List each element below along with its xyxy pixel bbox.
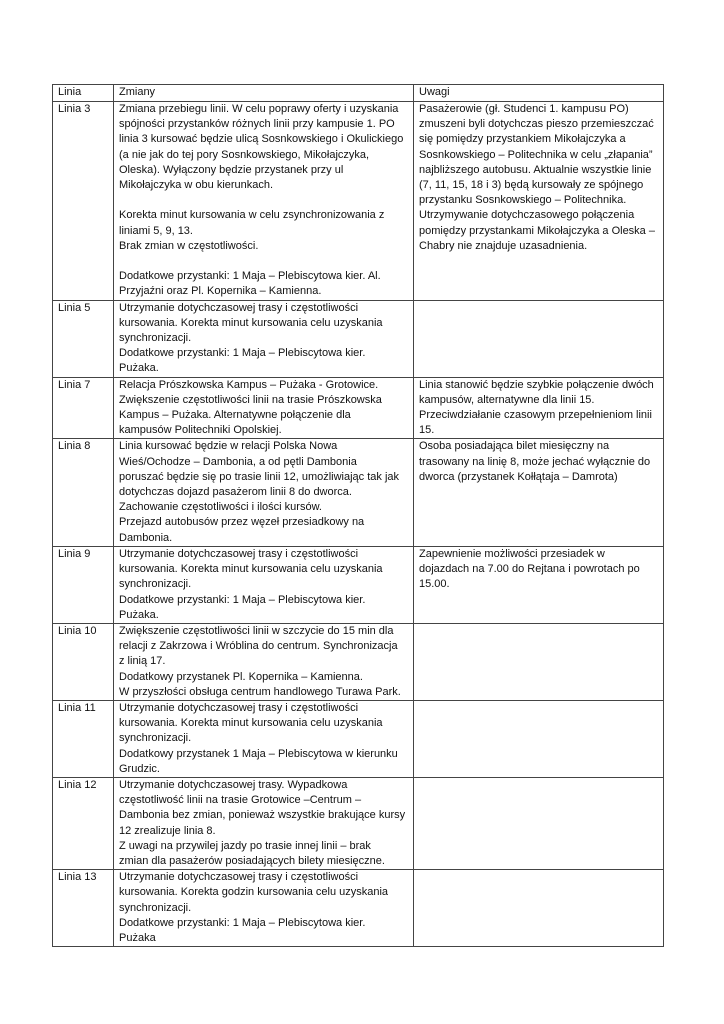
changes-cell: Relacja Prószkowska Kampus – Pużaka - Grotowice. Zwiększenie częstotliwości linii na trasie Prószkowska Kampus – Pużaka. Alternatywne połączenie dla kampusów Politechniki Opolskiej. [114, 377, 414, 439]
line-number-cell: Linia 9 [53, 546, 114, 623]
line-number-cell: Linia 10 [53, 623, 114, 700]
changes-cell: Zmiana przebiegu linii. W celu poprawy oferty i uzyskania spójności przystanków różnych linii przy kampusie 1. PO linia 3 kursować będzie ulicą Sosnkowskiego i Okulickiego (a nie jak do tej pory Sosnkowskiego, Mikołajczyka, Oleska). Wyłączony będzie przystanek przy ul Mikołajczyka w obu kierunkach. Korekta minut kursowania w celu zsynchronizowania z liniami 5, 9, 13. Brak zmian w częstotliwości. Dodatkowe przystanki: 1 Maja – Plebiscytowa kier. Al. Przyjaźni oraz Pl. Kopernika – Kamienna. [114, 102, 414, 301]
line-number-cell: Linia 12 [53, 777, 114, 869]
table-row [53, 102, 664, 301]
line-number-cell: Linia 13 [53, 870, 114, 947]
table-row [53, 300, 664, 377]
changes-cell: Utrzymanie dotychczasowej trasy i częstotliwości kursowania. Korekta minut kursowania celu uzyskania synchronizacji. Dodatkowe przystanki: 1 Maja – Plebiscytowa kier. Pużaka. [114, 546, 414, 623]
line-number-cell: Linia 11 [53, 700, 114, 777]
notes-cell: Linia stanowić będzie szybkie połączenie dwóch kampusów, alternatywne dla linii 15. Przeciwdziałanie czasowym przepełnieniom linii 15. [414, 377, 664, 439]
notes-cell: Osoba posiadająca bilet miesięczny na trasowany na linię 8, może jechać wyłącznie do dworca (przystanek Kołłątaja – Damrota) [414, 439, 664, 546]
header-zmiany: Zmiany [114, 85, 414, 102]
table-row [53, 623, 664, 700]
table-row [53, 439, 664, 546]
table-header-row [53, 85, 664, 102]
changes-cell: Linia kursować będzie w relacji Polska Nowa Wieś/Ochodze – Dambonia, a od pętli Dambonia poruszać będzie się po trasie linii 12, umożliwiając tak jak dotychczas dojazd pasażerom linii 8 do dworca. Zachowanie częstotliwości i ilości kursów. Przejazd autobusów przez węzeł przesiadkowy na Dambonia. [114, 439, 414, 546]
notes-cell [414, 870, 664, 947]
notes-cell: Pasażerowie (gł. Studenci 1. kampusu PO) zmuszeni byli dotychczas pieszo przemieszczać się pomiędzy przystankiem Mikołajczyka a Sosnkowskiego – Politechnika w celu „złapania” najbliższego autobusu. Aktualnie wszystkie linie (7, 11, 15, 18 i 3) będą kursowały ze spójnego przystanku Sosnkowskiego – Politechnika. Utrzymywanie dotychczasowego połączenia pomiędzy przystankami Mikołajczyka a Oleska – Chabry nie znajduje uzasadnienia. [414, 102, 664, 301]
table-row [53, 546, 664, 623]
changes-cell: Utrzymanie dotychczasowej trasy i częstotliwości kursowania. Korekta godzin kursowania celu uzyskania synchronizacji. Dodatkowe przystanki: 1 Maja – Plebiscytowa kier. Pużaka [114, 870, 414, 947]
notes-cell [414, 777, 664, 869]
changes-cell: Zwiększenie częstotliwości linii w szczycie do 15 min dla relacji z Zakrzowa i Wróblina do centrum. Synchronizacja z linią 17. Dodatkowy przystanek Pl. Kopernika – Kamienna. W przyszłości obsługa centrum handlowego Turawa Park. [114, 623, 414, 700]
table-row [53, 700, 664, 777]
line-number-cell: Linia 8 [53, 439, 114, 546]
table-row [53, 777, 664, 869]
changes-cell: Utrzymanie dotychczasowej trasy. Wypadkowa częstotliwość linii na trasie Grotowice –Centrum – Dambonia bez zmian, ponieważ wszystkie brakujące kursy 12 zrealizuje linia 8. Z uwagi na przywilej jazdy po trasie innej linii – brak zmian dla pasażerów posiadających bilety miesięczne. [114, 777, 414, 869]
line-number-cell: Linia 3 [53, 102, 114, 301]
notes-cell [414, 700, 664, 777]
table-row [53, 377, 664, 439]
table-row [53, 870, 664, 947]
route-changes-table [52, 84, 664, 947]
line-number-cell: Linia 5 [53, 300, 114, 377]
notes-cell: Zapewnienie możliwości przesiadek w dojazdach na 7.00 do Rejtana i powrotach po 15.00. [414, 546, 664, 623]
line-number-cell: Linia 7 [53, 377, 114, 439]
notes-cell [414, 300, 664, 377]
header-linia: Linia [53, 85, 114, 102]
notes-cell [414, 623, 664, 700]
header-uwagi: Uwagi [414, 85, 664, 102]
changes-cell: Utrzymanie dotychczasowej trasy i częstotliwości kursowania. Korekta minut kursowania celu uzyskania synchronizacji. Dodatkowy przystanek 1 Maja – Plebiscytowa w kierunku Grudzic. [114, 700, 414, 777]
changes-cell: Utrzymanie dotychczasowej trasy i częstotliwości kursowania. Korekta minut kursowania celu uzyskania synchronizacji. Dodatkowe przystanki: 1 Maja – Plebiscytowa kier. Pużaka. [114, 300, 414, 377]
